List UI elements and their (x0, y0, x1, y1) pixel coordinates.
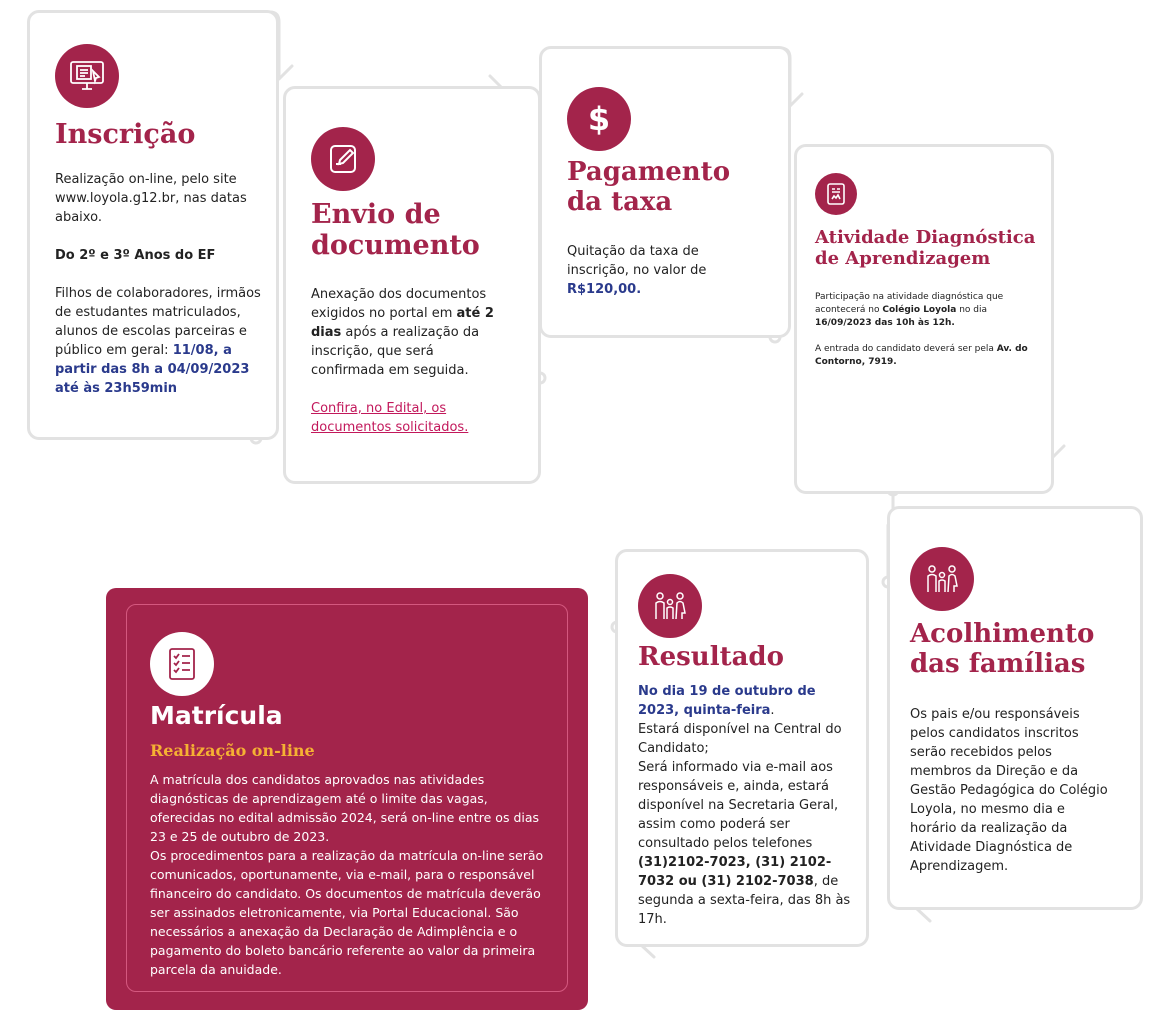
step-date (638, 682, 852, 720)
step-title: Envio de documento (311, 199, 480, 262)
step-description (815, 291, 1037, 369)
step-title: Pagamento da taxa (567, 157, 731, 218)
step-line-2-after: , de segunda a sexta-feira, das 8h às 17h. (638, 874, 851, 927)
step-text-middle: no dia (956, 305, 987, 315)
step-title: Matrícula (150, 701, 283, 730)
step-date-end: . (770, 703, 775, 718)
checklist-icon (150, 632, 214, 696)
step-paragraph-2: Os procedimentos para a realização da matrícula on-line serão comunicados, oportunamente, via e-mail, para o responsável financeiro do candidato. Os documentos de matrícula deverão ser assinados eletronicamente, via Portal Educacional. São necessários a anexação da Declaração de Adimplência e o pagamento do boleto bancário referente ao valor da primeira parcela da anuidade. (150, 848, 544, 977)
step-title: Acolhimento das famílias (910, 619, 1095, 680)
edital-documents-link[interactable]: Confira, no Edital, os documentos solicitados. (311, 401, 469, 435)
step-title: Atividade Diagnóstica de Aprendizagem (815, 227, 1036, 269)
dollar-icon-glyph: $ (587, 100, 611, 138)
family-icon (910, 547, 974, 611)
step-text: Quitação da taxa de inscrição, no valor de (567, 244, 707, 278)
dollar-icon (567, 87, 631, 151)
step-date-highlight: 11/08, a partir das 8h a 04/09/2023 até às 23h59min (55, 343, 250, 396)
step-text-bold: até 2 dias (311, 306, 494, 340)
step-description (638, 682, 852, 929)
computer-form-icon (55, 44, 119, 108)
step-paragraph-1: A matrícula dos candidatos aprovados nas atividades diagnósticas de aprendizagem até o limite das vagas, oferecidas no edital admissão 2024, será on-line entre os dias 23 e 25 de outubro de 2023. (150, 772, 540, 844)
step-card-inscricao (27, 10, 279, 440)
document-edit-icon (311, 127, 375, 191)
step-description (150, 770, 555, 979)
step-description: Os pais e/ou responsáveis pelos candidatos inscritos serão recebidos pelos membros da Direção e da Gestão Pedagógica do Colégio Loyola, no mesmo dia e horário da realização da Atividade Diagnóstica de Aprendizagem. (910, 707, 1108, 874)
step-subtitle: Realização on-line (150, 741, 315, 760)
step-card-pagamento (539, 46, 791, 338)
step-text-before: Participação na atividade diagnóstica que acontecerá no (815, 292, 1004, 315)
step-address: Av. do Contorno, 7919. (815, 344, 1028, 367)
step-card-atividade (794, 144, 1054, 494)
step-card-envio (283, 86, 541, 484)
step-description (567, 242, 737, 299)
step-description (55, 170, 265, 398)
step-date-bold: 16/09/2023 das 10h às 12h. (815, 318, 955, 328)
step-value: R$120,00. (567, 282, 642, 297)
step-subtitle: Do 2º e 3º Anos do EF (55, 248, 216, 263)
step-line-1: Estará disponível na Central do Candidato; (638, 722, 842, 756)
family-icon (638, 574, 702, 638)
step-text-2 (815, 343, 1037, 369)
step-card-resultado (615, 549, 869, 947)
step-text-bold: Colégio Loyola (882, 305, 957, 315)
step-text-after: após a realização da inscrição, que será confirmada em seguida. (311, 325, 480, 378)
report-card-icon (815, 173, 857, 215)
step-text (55, 284, 265, 398)
step-text-body: Filhos de colaboradores, irmãos de estudantes matriculados, alunos de escolas parceiras e público em geral: (55, 286, 261, 358)
step-title: Resultado (638, 642, 784, 672)
step-card-matricula (106, 588, 588, 1010)
step-text-before: Anexação dos documentos exigidos no portal em (311, 287, 487, 321)
step-description (311, 285, 511, 437)
step-date-highlight: No dia 19 de outubro de 2023, quinta-feira (638, 684, 816, 718)
step-text (311, 285, 511, 380)
step-line-2-before: Será informado via e-mail aos responsáveis e, ainda, estará disponível na Secretaria Geral, assim como poderá ser consultado pelos telefones (638, 760, 839, 851)
step-card-acolhimento (887, 506, 1143, 910)
step-title: Inscrição (55, 119, 196, 150)
step-intro: Realização on-line, pelo site www.loyola.g12.br, nas datas abaixo. (55, 172, 247, 225)
step-phones: (31)2102-7023, (31) 2102-7032 ou (31) 2102-7038 (638, 855, 832, 889)
step-text2-before: A entrada do candidato deverá ser pela (815, 344, 997, 354)
step-text (815, 291, 1037, 330)
step-line-2 (638, 758, 852, 929)
